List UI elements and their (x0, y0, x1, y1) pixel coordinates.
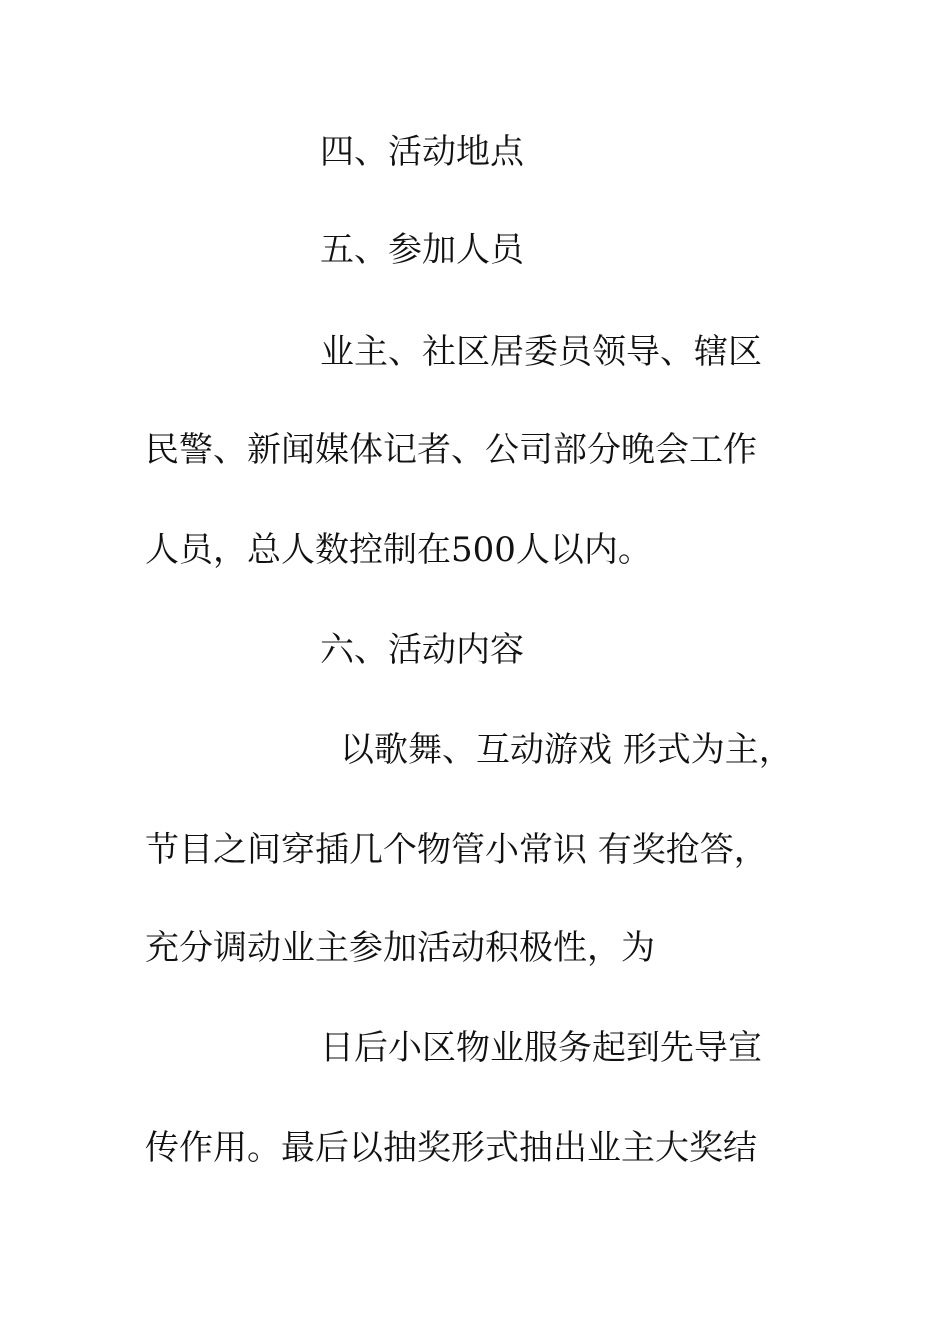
paragraph-line: 节目之间穿插几个物管小常识 有奖抢答， (145, 830, 768, 870)
section-heading-participants: 五、参加人员 (320, 230, 524, 270)
paragraph-line: 以歌舞、互动游戏 形式为主， (340, 730, 793, 770)
paragraph-line: 民警、新闻媒体记者、公司部分晚会工作 (145, 430, 757, 470)
section-heading-content: 六、活动内容 (320, 630, 524, 670)
paragraph-line: 人员，总人数控制在500人以内。 (145, 530, 652, 570)
paragraph-line: 传作用。最后以抽奖形式抽出业主大奖结 (145, 1128, 757, 1168)
paragraph-line: 业主、社区居委员领导、辖区 (320, 332, 762, 372)
section-heading-venue: 四、活动地点 (320, 132, 524, 172)
paragraph-line: 日后小区物业服务起到先导宣 (320, 1028, 762, 1068)
paragraph-line: 充分调动业主参加活动积极性，为 (145, 928, 655, 968)
